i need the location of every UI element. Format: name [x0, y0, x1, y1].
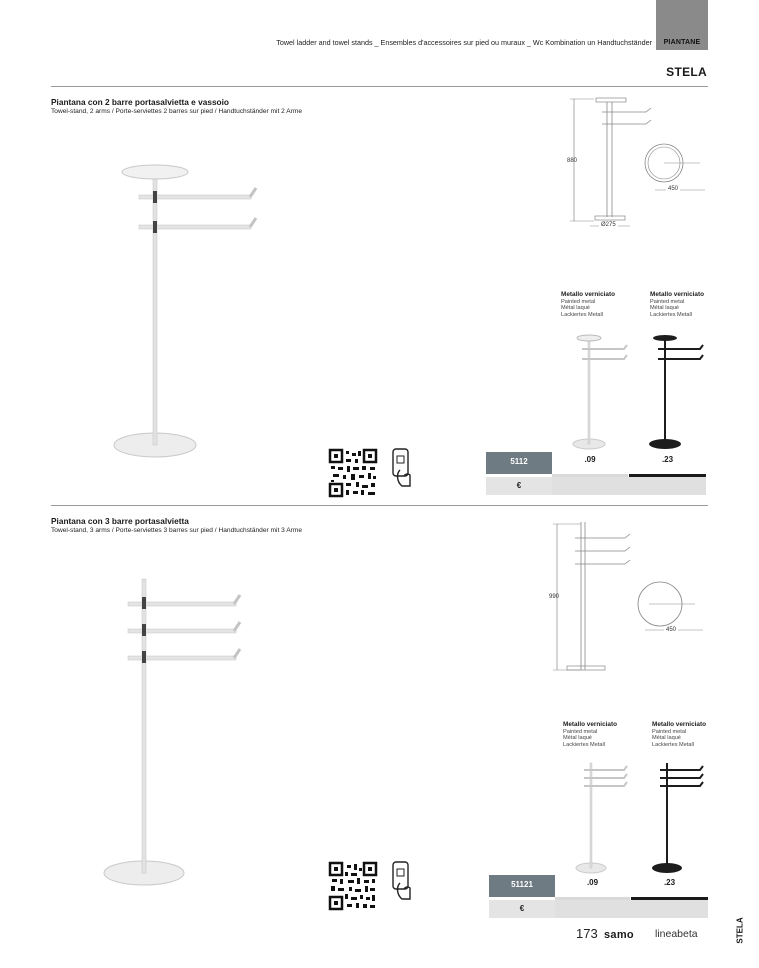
brand-logo: samo [604, 929, 634, 941]
product-code: 5112 [486, 452, 552, 474]
smartphone-scan-icon [390, 861, 412, 901]
price-row-empty [552, 477, 706, 495]
currency-label: € [489, 900, 555, 918]
thumbnail-white [572, 334, 632, 454]
technical-drawing-3-arms [545, 518, 710, 678]
dimension-base: Ø275 [601, 222, 616, 228]
finish-label: Metallo verniciato Painted metal Métal laqué Lackiertes Metall [563, 721, 617, 748]
price-cell: .09 [555, 875, 630, 902]
finish-label: Metallo verniciato Painted metal Métal laqué Lackiertes Metall [561, 291, 615, 318]
breadcrumb: Towel ladder and towel stands _ Ensembles d'accessoires sur pied ou muraux _ Wc Kombination un Handtuchständer [276, 38, 652, 47]
thumbnail-black [650, 762, 710, 877]
thumbnail-white [574, 762, 634, 877]
product-code: 51121 [489, 875, 555, 897]
product-image-3-arms [100, 575, 260, 895]
dimension-width: 450 [668, 186, 679, 192]
smartphone-scan-icon [390, 448, 412, 488]
technical-drawing-2-arms [560, 95, 710, 235]
page-number: 173 [576, 926, 598, 941]
dimension-height: 990 [549, 594, 560, 600]
finish-label: Metallo verniciato Painted metal Métal laqué Lackiertes Metall [650, 291, 704, 318]
price-cell: .23 [631, 875, 708, 902]
currency-label: € [486, 477, 552, 495]
side-label: STELA [735, 917, 745, 944]
product-line: lineabeta [655, 928, 698, 940]
divider [51, 505, 708, 506]
price-cell: .23 [629, 452, 706, 479]
product-subtitle: Towel-stand, 2 arms / Porte-serviettes 2 barres sur pied / Handtuchständer mit 2 Arme [51, 108, 303, 115]
section-tab[interactable] [656, 0, 708, 50]
qr-code-icon [329, 862, 377, 910]
product-title: Piantana con 3 barre portasalvietta [51, 516, 189, 526]
divider [51, 86, 708, 87]
product-title: Piantana con 2 barre portasalvietta e vassoio [51, 97, 229, 107]
qr-code-icon [329, 449, 377, 497]
product-image-2-arms [100, 155, 280, 465]
finish-label: Metallo verniciato Painted metal Métal laqué Lackiertes Metall [652, 721, 706, 748]
price-row-empty [555, 900, 708, 918]
collection-title: STELA [666, 65, 707, 79]
thumbnail-black [648, 334, 708, 454]
dimension-height: 880 [567, 158, 578, 164]
dimension-width: 450 [666, 627, 677, 633]
section-tab-label: PIANTANE [663, 39, 701, 46]
price-cell: .09 [552, 452, 628, 479]
product-subtitle: Towel-stand, 3 arms / Porte-serviettes 3 barres sur pied / Handtuchständer mit 3 Arme [51, 527, 303, 534]
